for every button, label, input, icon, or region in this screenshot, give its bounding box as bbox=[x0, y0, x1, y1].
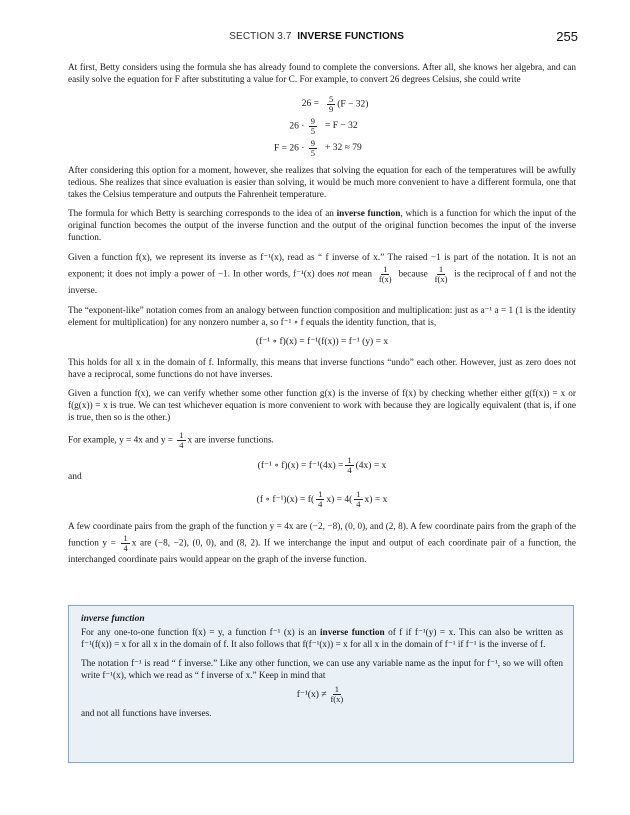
equation-lhs-text: 26 · bbox=[289, 121, 305, 132]
definition-title: inverse function bbox=[81, 614, 145, 624]
term-inverse-function: inverse function bbox=[336, 209, 401, 219]
equation-rhs: + 32 ≈ 79 bbox=[325, 143, 362, 153]
equation-lhs-text: F = 26 · bbox=[273, 143, 305, 154]
numerator: 1 bbox=[347, 455, 352, 465]
denominator: f(x) bbox=[434, 274, 448, 284]
paragraph-exponent-like: The “exponent-like” notation comes from an analogy between function composition and multiplication: just as a⁻¹ a = 1 (1 is the identity element for multiplication) for any nonzero number a, so f⁻¹ ∘ f equals the identity function, that is, bbox=[68, 306, 576, 328]
paragraph-coordinate-pairs bbox=[68, 520, 576, 567]
fraction bbox=[433, 265, 450, 284]
definition-box bbox=[68, 605, 574, 763]
denominator: 5 bbox=[310, 147, 315, 158]
denominator: 4 bbox=[179, 440, 184, 450]
fraction bbox=[345, 456, 353, 475]
equation-lhs: f⁻¹(x) ≠ bbox=[296, 690, 327, 700]
text-run: For any one-to-one function f(x) = y, a function f⁻¹ (x) is an bbox=[81, 628, 320, 638]
fraction bbox=[327, 95, 335, 114]
term-inverse-function: inverse function bbox=[319, 628, 385, 638]
equation-composition-a bbox=[68, 456, 576, 475]
denominator: 5 bbox=[310, 125, 315, 136]
numerator: 9 bbox=[310, 137, 315, 148]
emphasis-not: not bbox=[337, 269, 350, 280]
equation-block-celsius bbox=[68, 93, 576, 159]
equation-rhs: = F − 32 bbox=[325, 121, 358, 131]
running-header bbox=[0, 30, 630, 46]
text-run: The formula for which Betty is searching corresponds to the idea of an bbox=[68, 209, 337, 219]
text-run: x are (−8, −2), (0, 0), and (8, 2). If we interchange the input and output of each coordinate pair of a function, the interchanged coordinate pairs would appear on the graph of the inverse function. bbox=[68, 538, 577, 565]
fraction bbox=[377, 265, 394, 284]
equation-row bbox=[68, 115, 576, 137]
equation-rest: (4x) = x bbox=[355, 460, 387, 471]
definition-paragraph bbox=[81, 627, 563, 651]
denominator: 9 bbox=[329, 103, 334, 114]
definition-notation-paragraph: The notation f⁻¹ is read “ f inverse.” Like any other function, we can use any variable name as the input for f⁻¹, so we will often write f⁻¹(x), which we read as “ f inverse of x.” Keep in mind that bbox=[81, 659, 563, 681]
text-run: of f if f⁻¹(y) = x. This can also be written as f⁻¹(f(x)) = x for all x in the domain of f. It also follows that f(f⁻¹(x)) = x for all x in the domain of f⁻¹ if f⁻¹ is the inverse of f. bbox=[81, 628, 564, 650]
numerator: 9 bbox=[310, 115, 315, 126]
equation-rhs bbox=[322, 95, 445, 114]
section-title: INVERSE FUNCTIONS bbox=[297, 31, 404, 42]
definition-equation bbox=[81, 685, 563, 704]
denominator: 4 bbox=[356, 499, 361, 509]
text-run: is the reciprocal of f and not the inverse. bbox=[68, 269, 577, 296]
section-number: SECTION 3.7 bbox=[229, 31, 292, 42]
numerator: 1 bbox=[123, 533, 128, 543]
denominator: 4 bbox=[123, 543, 128, 553]
equation-lhs: (f⁻¹ ∘ f)(x) = f⁻¹(4x) = bbox=[257, 461, 344, 471]
numerator: 1 bbox=[318, 489, 323, 499]
text-run: , which is a function for which the input of the original function becomes the output of the inverse function and the output of the original function becomes the input of the inverse function. bbox=[68, 209, 577, 243]
main-content bbox=[68, 62, 576, 574]
equation-lhs bbox=[199, 139, 322, 158]
definition-closing: and not all functions have inverses. bbox=[81, 709, 212, 719]
equation-rest: (F − 32) bbox=[337, 99, 369, 110]
fraction bbox=[354, 490, 362, 509]
section-label bbox=[229, 31, 404, 42]
paragraph-verify: Given a function f(x), we can verify whether some other function g(x) is the inverse of f(x) by checking whether either g(f(x)) = x or f(g(x)) = x is true. We can test whichever equation is more convenient to work with because they are logically equivalent (that is, if one is true, then so is the other.) bbox=[68, 389, 576, 423]
connector-and: and bbox=[68, 472, 82, 482]
fraction bbox=[177, 431, 185, 450]
paragraph-undo: This holds for all x in the domain of f. Informally, this means that inverse functions “undo” each other. However, just as zero does not have a reciprocal, some functions do not have inverses. bbox=[68, 358, 576, 380]
paragraph-intro: At first, Betty considers using the formula she has already found to complete the conversions. After all, she knows her algebra, and can easily solve the equation for F after substituting a value for C. For example, to convert 26 degrees Celsius, she could write bbox=[68, 63, 576, 85]
denominator: f(x) bbox=[378, 274, 392, 284]
text-run: For example, y = 4x and y = bbox=[68, 435, 173, 446]
equation-composition-b bbox=[68, 490, 576, 509]
equation-lhs: 26 = bbox=[301, 99, 319, 109]
equation-mid: x) = 4( bbox=[326, 494, 353, 505]
fraction bbox=[309, 117, 317, 136]
paragraph-notation bbox=[68, 251, 576, 298]
text-run: A few coordinate pairs from the graph of the function y = 4x are (−2, −8), (0, 0), and (2, 8). A few coordinate pairs from the graph of the function y = bbox=[68, 522, 576, 549]
equation-identity: (f⁻¹ ∘ f)(x) = f⁻¹(f(x)) = f⁻¹ (y) = x bbox=[255, 337, 389, 347]
paragraph-example bbox=[68, 431, 576, 450]
equation-row bbox=[68, 137, 576, 159]
equation-rest: x) = x bbox=[364, 494, 388, 505]
numerator: 1 bbox=[438, 264, 444, 274]
paragraph-tedious: After considering this option for a moment, however, she realizes that solving the equation for each of the temperatures will be awfully tedious. She realizes that since evaluation is easier than solving, it would be much more convenient to have a different formula, one that takes the Celsius temperature and outputs the Fahrenheit temperature. bbox=[68, 166, 576, 200]
equation-lhs bbox=[199, 117, 322, 136]
text-run: x are inverse functions. bbox=[187, 435, 274, 446]
numerator: 1 bbox=[356, 489, 361, 499]
paragraph-definition-intro bbox=[68, 208, 576, 244]
numerator: 5 bbox=[329, 93, 334, 104]
fraction bbox=[316, 490, 324, 509]
equation-lhs: (f ∘ f⁻¹)(x) = f( bbox=[256, 495, 315, 505]
numerator: 1 bbox=[383, 264, 388, 274]
numerator: 1 bbox=[334, 684, 339, 694]
denominator: 4 bbox=[318, 499, 323, 509]
fraction bbox=[309, 139, 317, 158]
text-run: mean bbox=[349, 269, 373, 280]
denominator: f(x) bbox=[330, 694, 344, 704]
fraction bbox=[121, 534, 129, 553]
fraction bbox=[328, 685, 345, 704]
text-run: Given a function f(x), we represent its inverse as f⁻¹(x), read as “ f inverse of x.” The raised −1 is part of the notation. It is not an exponent; it does not imply a power of −1. In other words, f⁻¹(x) does bbox=[68, 253, 576, 280]
page-number: 255 bbox=[556, 29, 578, 44]
numerator: 1 bbox=[179, 430, 184, 440]
denominator: 4 bbox=[347, 465, 352, 475]
text-run: because bbox=[398, 269, 428, 280]
equation-block-composition bbox=[68, 452, 576, 514]
equation-row bbox=[68, 93, 576, 115]
